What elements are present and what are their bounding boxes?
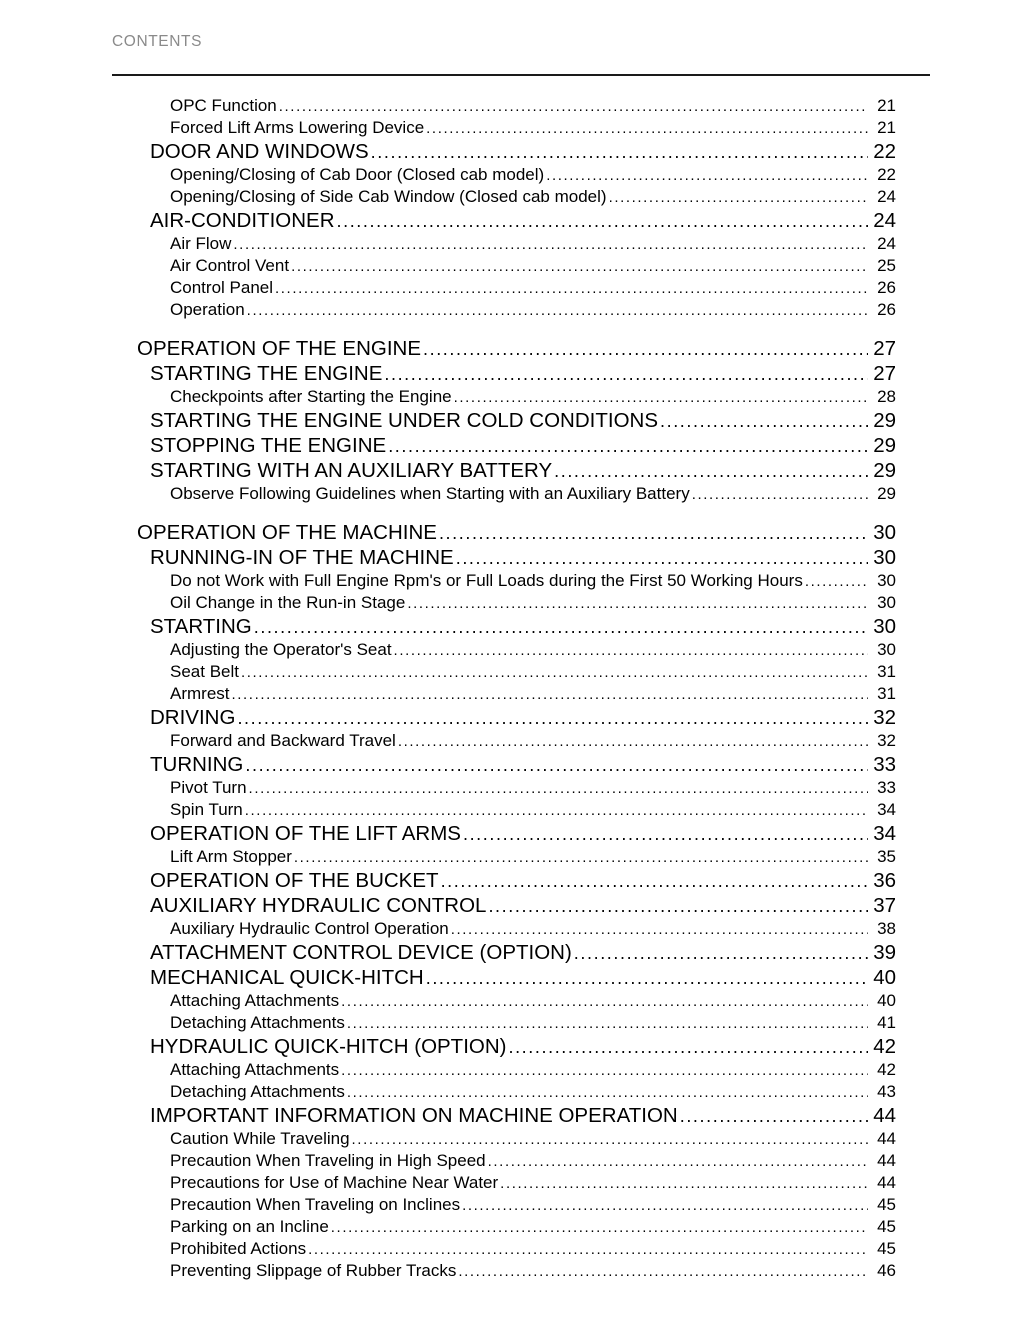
toc-entry-page-number: 45 — [877, 1217, 896, 1236]
toc-entry-page-number: 30 — [877, 593, 896, 612]
toc-dot-leader — [388, 436, 868, 457]
toc-dot-leader — [488, 1153, 868, 1170]
toc-dot-leader — [398, 733, 868, 750]
toc-entry-title: Parking on an Incline — [170, 1217, 329, 1236]
toc-dot-leader — [275, 280, 868, 297]
toc-dot-leader — [245, 755, 868, 776]
toc-entry-page-number: 29 — [873, 409, 896, 432]
toc-entry-page-number: 29 — [873, 459, 896, 482]
page-header-label: CONTENTS — [112, 33, 203, 50]
toc-entry[interactable] — [0, 847, 1024, 869]
toc-entry[interactable] — [0, 409, 1024, 434]
toc-entry-title: HYDRAULIC QUICK-HITCH (OPTION) — [150, 1035, 507, 1058]
toc-entry-page-number: 24 — [877, 234, 896, 253]
toc-entry[interactable] — [0, 1104, 1024, 1129]
toc-entry-title: Control Panel — [170, 278, 274, 297]
toc-dot-leader — [426, 968, 868, 989]
toc-dot-leader — [232, 686, 869, 703]
toc-entry-page-number: 22 — [873, 140, 896, 163]
toc-entry[interactable] — [0, 209, 1024, 234]
toc-entry[interactable] — [0, 593, 1024, 615]
toc-entry-title: Forced Lift Arms Lowering Device — [170, 118, 425, 137]
toc-entry[interactable] — [0, 869, 1024, 894]
toc-entry-page-number: 44 — [877, 1173, 896, 1192]
toc-dot-leader — [546, 167, 868, 184]
toc-entry-page-number: 42 — [877, 1060, 896, 1079]
toc-dot-leader — [254, 617, 868, 638]
toc-entry[interactable] — [0, 753, 1024, 778]
toc-entry-title: STARTING THE ENGINE UNDER COLD CONDITIONS — [150, 409, 658, 432]
toc-entry-title: Precautions for Use of Machine Near Water — [170, 1173, 499, 1192]
toc-entry-page-number: 29 — [877, 484, 896, 503]
toc-entry[interactable] — [0, 387, 1024, 409]
toc-entry-page-number: 22 — [877, 165, 896, 184]
toc-entry-page-number: 21 — [877, 118, 896, 137]
toc-entry[interactable] — [0, 1217, 1024, 1239]
toc-entry-title: DOOR AND WINDOWS — [150, 140, 369, 163]
toc-dot-leader — [454, 389, 868, 406]
toc-dot-leader — [331, 1219, 868, 1236]
toc-dot-leader — [554, 461, 868, 482]
toc-group — [0, 337, 1024, 506]
toc-entry-title: Armrest — [170, 684, 230, 703]
toc-entry-title: Observe Following Guidelines when Starting with an Auxiliary Battery — [170, 484, 690, 503]
toc-dot-leader — [249, 780, 868, 797]
toc-entry-title: Auxiliary Hydraulic Control Operation — [170, 919, 449, 938]
toc-entry[interactable] — [0, 165, 1024, 187]
toc-entry[interactable] — [0, 118, 1024, 140]
toc-dot-leader — [233, 236, 868, 253]
toc-entry-title: MECHANICAL QUICK-HITCH — [150, 966, 424, 989]
toc-entry-title: OPERATION OF THE ENGINE — [137, 337, 421, 360]
toc-entry[interactable] — [0, 1195, 1024, 1217]
toc-entry-page-number: 44 — [873, 1104, 896, 1127]
toc-entry-page-number: 46 — [877, 1261, 896, 1280]
toc-entry[interactable] — [0, 919, 1024, 941]
toc-entry-page-number: 40 — [873, 966, 896, 989]
toc-entry-page-number: 37 — [873, 894, 896, 917]
toc-entry-title: Preventing Slippage of Rubber Tracks — [170, 1261, 457, 1280]
toc-dot-leader — [488, 896, 868, 917]
toc-entry[interactable] — [0, 278, 1024, 300]
toc-entry-title: Prohibited Actions — [170, 1239, 307, 1258]
toc-dot-leader — [463, 824, 868, 845]
toc-entry[interactable] — [0, 256, 1024, 278]
toc-entry[interactable] — [0, 1173, 1024, 1195]
toc-entry-page-number: 30 — [873, 521, 896, 544]
toc-entry-title: DRIVING — [150, 706, 236, 729]
toc-dot-leader — [384, 364, 868, 385]
toc-entry[interactable] — [0, 300, 1024, 322]
toc-entry-page-number: 36 — [873, 869, 896, 892]
toc-entry-page-number: 26 — [877, 300, 896, 319]
toc-entry-page-number: 31 — [877, 662, 896, 681]
toc-dot-leader — [451, 921, 868, 938]
toc-entry[interactable] — [0, 96, 1024, 118]
toc-entry-title: TURNING — [150, 753, 244, 776]
toc-entry-title: Pivot Turn — [170, 778, 247, 797]
toc-entry-page-number: 42 — [873, 1035, 896, 1058]
toc-dot-leader — [423, 339, 868, 360]
toc-entry-title: AIR-CONDITIONER — [150, 209, 335, 232]
toc-dot-leader — [508, 1037, 868, 1058]
toc-entry[interactable] — [0, 571, 1024, 593]
toc-entry[interactable] — [0, 684, 1024, 706]
header-divider — [112, 74, 930, 76]
toc-entry[interactable] — [0, 662, 1024, 684]
toc-entry-page-number: 32 — [877, 731, 896, 750]
toc-entry-title: AUXILIARY HYDRAULIC CONTROL — [150, 894, 487, 917]
toc-entry[interactable] — [0, 1013, 1024, 1035]
toc-entry-title: Opening/Closing of Cab Door (Closed cab model) — [170, 165, 545, 184]
toc-entry[interactable] — [0, 1261, 1024, 1283]
toc-entry-page-number: 35 — [877, 847, 896, 866]
toc-entry-page-number: 40 — [877, 991, 896, 1010]
toc-entry-title: OPERATION OF THE LIFT ARMS — [150, 822, 461, 845]
toc-dot-leader — [692, 486, 868, 503]
toc-entry-page-number: 29 — [873, 434, 896, 457]
toc-entry-title: Checkpoints after Starting the Engine — [170, 387, 452, 406]
toc-dot-leader — [347, 1015, 868, 1032]
page-header — [112, 32, 930, 52]
toc-entry-title: STARTING — [150, 615, 252, 638]
toc-entry[interactable] — [0, 521, 1024, 546]
toc-dot-leader — [279, 98, 868, 115]
toc-dot-leader — [371, 142, 868, 163]
toc-entry-title: STARTING THE ENGINE — [150, 362, 383, 385]
toc-entry[interactable] — [0, 941, 1024, 966]
toc-entry-page-number: 21 — [877, 96, 896, 115]
toc-dot-leader — [458, 1263, 868, 1280]
toc-entry-page-number: 30 — [873, 615, 896, 638]
toc-dot-leader — [294, 849, 868, 866]
toc-dot-leader — [308, 1241, 868, 1258]
toc-entry-title: OPERATION OF THE BUCKET — [150, 869, 439, 892]
toc-entry[interactable] — [0, 1239, 1024, 1261]
toc-entry[interactable] — [0, 731, 1024, 753]
toc-dot-leader — [574, 943, 868, 964]
toc-entry[interactable] — [0, 434, 1024, 459]
toc-entry[interactable] — [0, 706, 1024, 731]
toc-entry[interactable] — [0, 1082, 1024, 1104]
toc-entry-page-number: 30 — [877, 640, 896, 659]
toc-dot-leader — [500, 1175, 868, 1192]
toc-entry[interactable] — [0, 140, 1024, 165]
toc-entry-page-number: 33 — [873, 753, 896, 776]
toc-entry-page-number: 34 — [873, 822, 896, 845]
toc-entry-page-number: 26 — [877, 278, 896, 297]
toc-entry[interactable] — [0, 546, 1024, 571]
toc-entry-title: ATTACHMENT CONTROL DEVICE (OPTION) — [150, 941, 572, 964]
toc-entry[interactable] — [0, 615, 1024, 640]
toc-entry-page-number: 24 — [873, 209, 896, 232]
toc-entry-title: Opening/Closing of Side Cab Window (Closed cab model) — [170, 187, 607, 206]
toc-dot-leader — [291, 258, 868, 275]
toc-entry[interactable] — [0, 187, 1024, 209]
toc-entry-title: IMPORTANT INFORMATION ON MACHINE OPERATION — [150, 1104, 678, 1127]
toc-entry[interactable] — [0, 778, 1024, 800]
toc-entry[interactable] — [0, 1151, 1024, 1173]
toc-dot-leader — [680, 1106, 868, 1127]
toc-entry-title: Air Control Vent — [170, 256, 290, 275]
toc-entry-page-number: 27 — [873, 362, 896, 385]
toc-dot-leader — [426, 120, 868, 137]
toc-dot-leader — [341, 993, 868, 1010]
toc-entry-title: Do not Work with Full Engine Rpm's or Full Loads during the First 50 Working Hours — [170, 571, 803, 590]
toc-entry-page-number: 30 — [877, 571, 896, 590]
toc-entry-title: Lift Arm Stopper — [170, 847, 292, 866]
toc-entry[interactable] — [0, 640, 1024, 662]
toc-entry-title: Air Flow — [170, 234, 232, 253]
toc-entry-title: Precaution When Traveling in High Speed — [170, 1151, 486, 1170]
toc-entry-page-number: 44 — [877, 1151, 896, 1170]
toc-entry-page-number: 38 — [877, 919, 896, 938]
toc-entry-page-number: 34 — [877, 800, 896, 819]
toc-entry-page-number: 43 — [877, 1082, 896, 1101]
toc-entry[interactable] — [0, 800, 1024, 822]
toc-entry-title: OPC Function — [170, 96, 277, 115]
toc-entry-page-number: 25 — [877, 256, 896, 275]
toc-group — [0, 521, 1024, 1283]
toc-dot-leader — [805, 573, 868, 590]
toc-entry-title: Attaching Attachments — [170, 991, 340, 1010]
toc-entry-page-number: 28 — [877, 387, 896, 406]
toc-dot-leader — [237, 708, 868, 729]
toc-entry-page-number: 44 — [877, 1129, 896, 1148]
toc-entry[interactable] — [0, 1060, 1024, 1082]
table-of-contents — [0, 96, 1024, 1283]
toc-dot-leader — [341, 1062, 868, 1079]
toc-entry[interactable] — [0, 362, 1024, 387]
toc-entry[interactable] — [0, 337, 1024, 362]
toc-entry-title: Attaching Attachments — [170, 1060, 340, 1079]
toc-dot-leader — [407, 595, 868, 612]
toc-entry-page-number: 31 — [877, 684, 896, 703]
toc-entry-page-number: 24 — [877, 187, 896, 206]
toc-entry-title: Caution While Traveling — [170, 1129, 350, 1148]
toc-dot-leader — [347, 1084, 868, 1101]
toc-dot-leader — [337, 211, 869, 232]
toc-dot-leader — [660, 411, 868, 432]
toc-entry-page-number: 30 — [873, 546, 896, 569]
toc-dot-leader — [241, 664, 868, 681]
toc-entry[interactable] — [0, 966, 1024, 991]
toc-entry-page-number: 27 — [873, 337, 896, 360]
toc-entry[interactable] — [0, 459, 1024, 484]
toc-entry-title: Detaching Attachments — [170, 1082, 345, 1101]
toc-dot-leader — [245, 802, 868, 819]
toc-entry-title: Operation — [170, 300, 245, 319]
toc-dot-leader — [441, 871, 868, 892]
toc-entry-title: OPERATION OF THE MACHINE — [137, 521, 437, 544]
toc-entry-page-number: 32 — [873, 706, 896, 729]
toc-dot-leader — [462, 1197, 868, 1214]
toc-dot-leader — [456, 548, 868, 569]
toc-entry-title: Detaching Attachments — [170, 1013, 345, 1032]
toc-entry-title: Forward and Backward Travel — [170, 731, 396, 750]
toc-entry-page-number: 41 — [877, 1013, 896, 1032]
toc-entry-title: Seat Belt — [170, 662, 239, 681]
toc-entry-title: Precaution When Traveling on Inclines — [170, 1195, 461, 1214]
toc-entry[interactable] — [0, 234, 1024, 256]
toc-entry-title: Spin Turn — [170, 800, 243, 819]
toc-dot-leader — [394, 642, 868, 659]
toc-dot-leader — [352, 1131, 868, 1148]
toc-entry[interactable] — [0, 484, 1024, 506]
toc-entry-page-number: 39 — [873, 941, 896, 964]
toc-entry-page-number: 33 — [877, 778, 896, 797]
toc-dot-leader — [609, 189, 868, 206]
toc-entry[interactable] — [0, 822, 1024, 847]
toc-entry-title: Adjusting the Operator's Seat — [170, 640, 392, 659]
toc-dot-leader — [247, 302, 868, 319]
toc-entry-title: RUNNING-IN OF THE MACHINE — [150, 546, 454, 569]
toc-dot-leader — [439, 523, 868, 544]
toc-entry[interactable] — [0, 1035, 1024, 1060]
toc-entry[interactable] — [0, 991, 1024, 1013]
toc-entry[interactable] — [0, 1129, 1024, 1151]
toc-entry-page-number: 45 — [877, 1239, 896, 1258]
toc-entry[interactable] — [0, 894, 1024, 919]
toc-entry-title: STOPPING THE ENGINE — [150, 434, 387, 457]
toc-entry-title: STARTING WITH AN AUXILIARY BATTERY — [150, 459, 553, 482]
toc-group — [0, 96, 1024, 322]
toc-entry-page-number: 45 — [877, 1195, 896, 1214]
toc-entry-title: Oil Change in the Run-in Stage — [170, 593, 406, 612]
